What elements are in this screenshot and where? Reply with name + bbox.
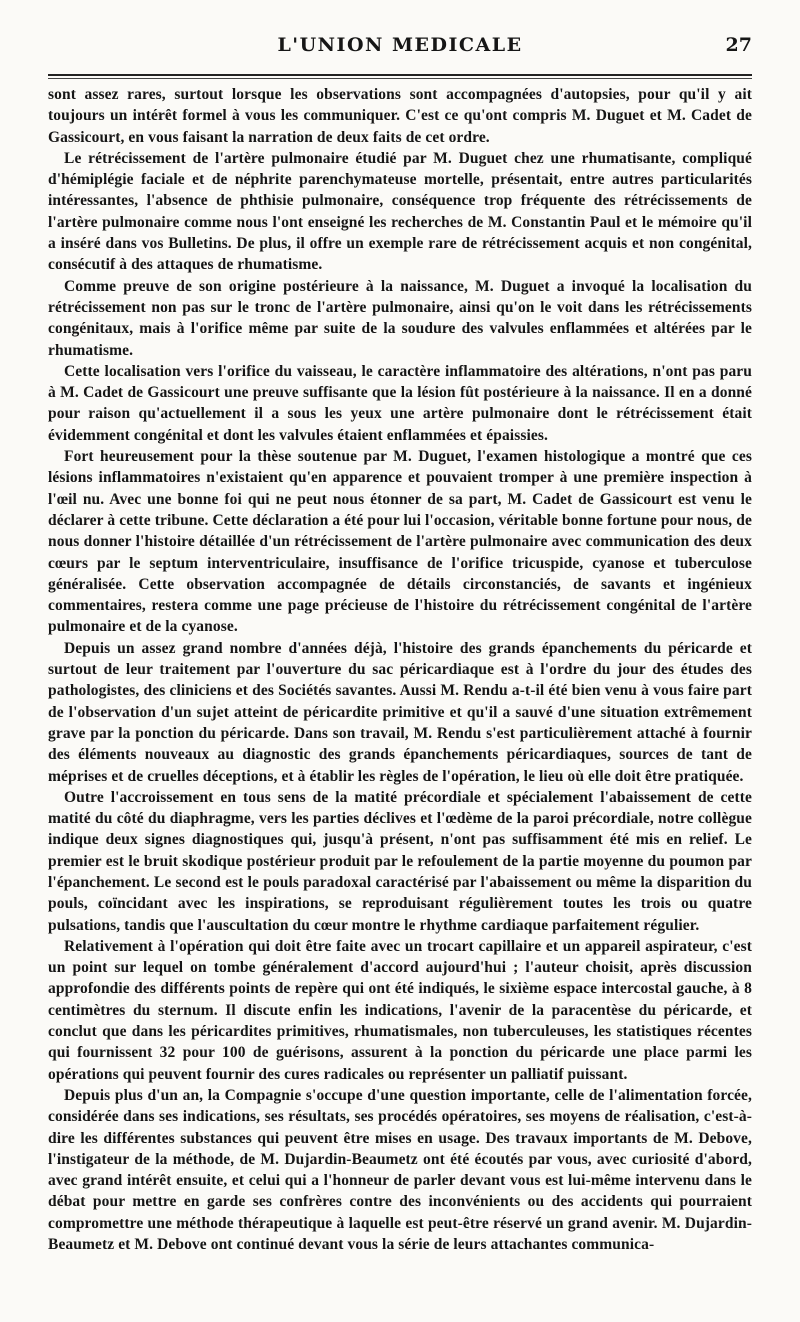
paragraph: Depuis un assez grand nombre d'années déjà, l'histoire des grands épanchements du péricarde et surtout de leur traitement par l'ouverture du sac péricardiaque est à l'ordre du jour des études des pathologistes, des cliniciens et des Sociétés savantes. Aussi M. Rendu a-t-il été bien venu à vous faire part de l'observation d'un sujet atteint de péricardite primitive et qu'il a sauvé d'une situation extrêmement grave par la ponction du péricarde. Dans son travail, M. Rendu s'est particulièrement attaché à fournir des éléments nouveaux au diagnostic des grands épanchements péricardiaques, sources de tant de méprises et de cruelles déceptions, et à établir les règles de l'opération, le lieu où elle doit être pratiquée. (48, 639, 752, 785)
article-body (48, 84, 752, 1255)
page-number: 27 (725, 34, 752, 56)
header-rule-thin (48, 78, 752, 79)
header-rule (48, 74, 752, 76)
journal-title: L'UNION MEDICALE (277, 34, 523, 56)
paragraph: Outre l'accroissement en tous sens de la matité précordiale et spécialement l'abaissement de cette matité du côté du diaphragme, vers les parties déclives et l'œdème de la paroi précordiale, notre collègue indique deux signes diagnostiques qui, jusqu'à présent, n'ont pas suffisamment été mis en relief. Le premier est le bruit skodique postérieur produit par le refoulement de la partie moyenne du poumon par l'épanchement. Le second est le pouls paradoxal caractérisé par l'abaissement ou même la disparition du pouls, coïncidant avec les inspirations, se reproduisant régulièrement toutes les trois ou quatre pulsations, tandis que l'auscultation du cœur montre le rhythme cardiaque parfaitement régulier. (48, 788, 752, 934)
paragraph: Le rétrécissement de l'artère pulmonaire étudié par M. Duguet chez une rhumatisante, compliqué d'hémiplégie faciale et de néphrite parenchymateuse mortelle, présentait, entre autres particularités intéressantes, l'absence de phthisie pulmonaire, conséquence trop fréquente des rétrécissements de l'artère pulmonaire comme nous l'ont enseigné les recherches de M. Constantin Paul et le mémoire qu'il a inséré dans vos Bulletins. De plus, il offre un exemple rare de rétrécissement acquis et non congénital, consécutif à des attaques de rhumatisme. (48, 149, 752, 274)
paragraph: Relativement à l'opération qui doit être faite avec un trocart capillaire et un appareil aspirateur, c'est un point sur lequel on tombe généralement d'accord aujourd'hui ; l'auteur choisit, après discussion approfondie des différents points de repère qui ont été indiqués, le sixième espace intercostal gauche, à 8 centimètres du sternum. Il discute enfin les indications, l'avenir de la paracentèse du péricarde, et conclut que dans les péricardites primitives, rhumatismales, non tuberculeuses, les statistiques récentes qui fournissent 32 pour 100 de guérisons, assurent à la ponction du péricarde une place parmi les opérations qui peuvent fournir des cures radicales ou représenter un palliatif puissant. (48, 937, 752, 1083)
page-header (48, 34, 752, 62)
paragraph: Comme preuve de son origine postérieure à la naissance, M. Duguet a invoqué la localisation du rétrécissement non pas sur le tronc de l'artère pulmonaire, ainsi qu'on le voit dans les rétrécissements congénitaux, mais à l'orifice même par suite de la soudure des valvules enflammées et altérées par le rhumatisme. (48, 277, 752, 359)
paragraph: Depuis plus d'un an, la Compagnie s'occupe d'une question importante, celle de l'alimentation forcée, considérée dans ses indications, ses résultats, ses procédés opératoires, ses moyens de réalisation, c'est-à-dire les différentes substances qui peuvent être mises en usage. Des travaux importants de M. Debove, l'instigateur de la méthode, de M. Dujardin-Beaumetz ont été écoutés par vous, avec curiosité d'abord, avec grand intérêt ensuite, et celui qui a l'honneur de parler devant vous est lui-même intervenu dans le débat pour mettre en garde ses confrères contre des inconvénients ou des accidents qui pourraient compromettre une méthode thérapeutique à laquelle est peut-être réservé un grand avenir. M. Dujardin-Beaumetz et M. Debove ont continué devant vous la série de leurs attachantes communica- (48, 1086, 752, 1254)
paragraph: sont assez rares, surtout lorsque les observations sont accompagnées d'autopsies, pour qu'il y ait toujours un intérêt formel à vous les communiquer. C'est ce qu'ont compris M. Duguet et M. Cadet de Gassicourt, en vous faisant la narration de deux faits de cet ordre. (48, 86, 752, 146)
paragraph: Fort heureusement pour la thèse soutenue par M. Duguet, l'examen histologique a montré que ces lésions inflammatoires n'existaient qu'en apparence et pouvaient tromper à une première inspection à l'œil nu. Avec une bonne foi qui ne peut nous étonner de sa part, M. Cadet de Gassicourt est venu le déclarer à cette tribune. Cette déclaration a été pour lui l'occasion, véritable bonne fortune pour nous, de nous donner l'histoire détaillée d'un rétrécissement de l'artère pulmonaire avec communication des deux cœurs par le septum interventriculaire, insuffisance de l'orifice tricuspide, cyanose et tuberculose généralisée. Cette observation accompagnée de détails circonstanciés, de savants et ingénieux commentaires, restera comme une page précieuse de l'histoire du rétrécissement congénital de l'artère pulmonaire et de la cyanose. (48, 448, 752, 636)
paragraph: Cette localisation vers l'orifice du vaisseau, le caractère inflammatoire des altérations, n'ont pas paru à M. Cadet de Gassicourt une preuve suffisante que la lésion fût postérieure à la naissance. Il en a donné pour raison qu'actuellement il a sous les yeux une artère pulmonaire dont le rétrécissement était évidemment congénital et dont les valvules étaient enflammées et épaissies. (48, 362, 752, 444)
